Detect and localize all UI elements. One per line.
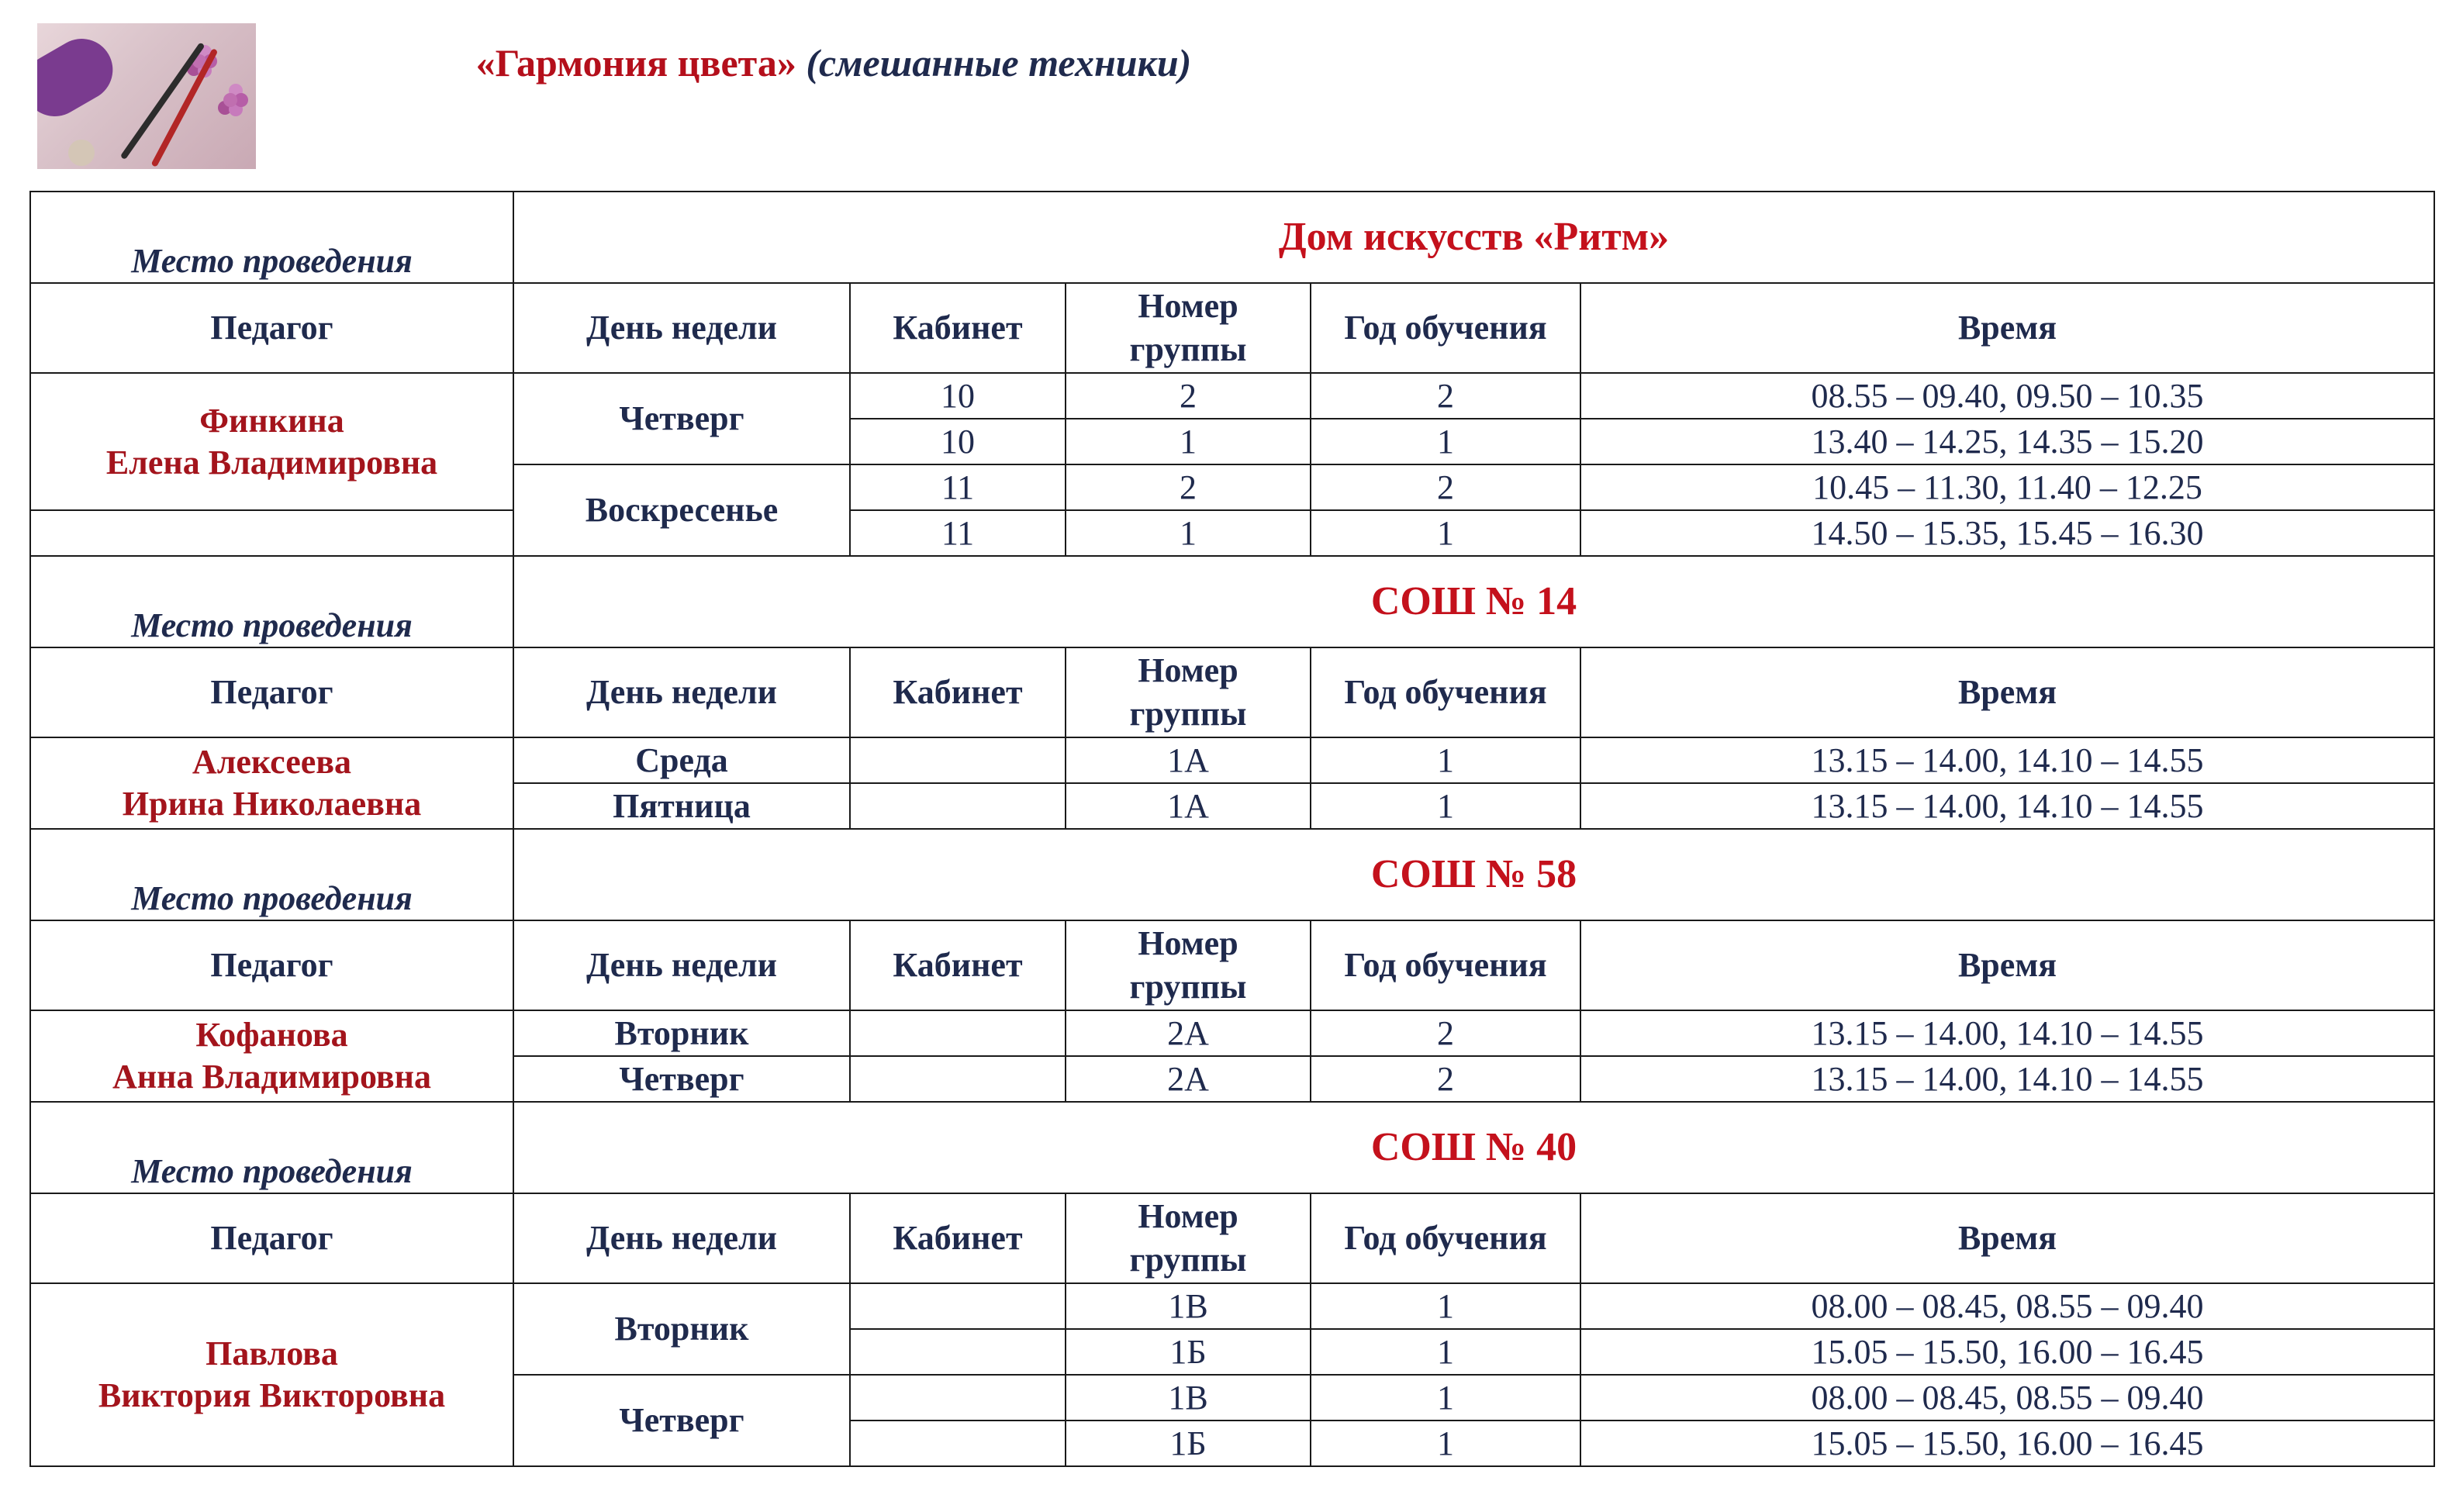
- header-year: Год обучения: [1311, 647, 1580, 737]
- venue-name: СОШ № 14: [513, 556, 2434, 647]
- header-teacher: Педагог: [30, 920, 513, 1010]
- header-day: День недели: [513, 1193, 850, 1283]
- column-header-row: [30, 283, 2434, 373]
- column-header-row: [30, 920, 2434, 1010]
- group-cell: 2А: [1066, 1056, 1311, 1102]
- page-title: [0, 40, 1667, 85]
- group-cell: 1А: [1066, 737, 1311, 783]
- day-cell: Четверг: [513, 1056, 850, 1102]
- header-teacher: Педагог: [30, 283, 513, 373]
- title-sub: (смешанные техники): [806, 41, 1192, 85]
- day-cell: Вторник: [513, 1010, 850, 1056]
- header-room: Кабинет: [850, 1193, 1066, 1283]
- title-main: «Гармония цвета»: [475, 41, 796, 85]
- table-row: [30, 1283, 2434, 1329]
- group-cell: 1А: [1066, 783, 1311, 829]
- day-cell: Пятница: [513, 783, 850, 829]
- header-year: Год обучения: [1311, 920, 1580, 1010]
- group-cell: 1В: [1066, 1283, 1311, 1329]
- year-cell: 1: [1311, 1329, 1580, 1375]
- header-time: Время: [1580, 1193, 2434, 1283]
- year-cell: 1: [1311, 1421, 1580, 1466]
- day-cell: Вторник: [513, 1283, 850, 1375]
- time-cell: 14.50 – 15.35, 15.45 – 16.30: [1580, 510, 2434, 556]
- header-room: Кабинет: [850, 920, 1066, 1010]
- year-cell: 1: [1311, 1375, 1580, 1421]
- room-cell: 10: [850, 373, 1066, 419]
- header-group: Номер группы: [1066, 647, 1311, 737]
- time-cell: 13.15 – 14.00, 14.10 – 14.55: [1580, 1010, 2434, 1056]
- section-header-row: [30, 192, 2434, 283]
- section-header-row: [30, 1102, 2434, 1193]
- time-cell: 08.00 – 08.45, 08.55 – 09.40: [1580, 1375, 2434, 1421]
- room-cell: 11: [850, 510, 1066, 556]
- time-cell: 13.15 – 14.00, 14.10 – 14.55: [1580, 783, 2434, 829]
- teacher-name: Финкина Елена Владимировна: [30, 373, 513, 510]
- header-day: День недели: [513, 283, 850, 373]
- room-cell: [850, 1056, 1066, 1102]
- column-header-row: [30, 647, 2434, 737]
- room-cell: [850, 1010, 1066, 1056]
- group-cell: 2: [1066, 464, 1311, 510]
- year-cell: 2: [1311, 1010, 1580, 1056]
- header-room: Кабинет: [850, 283, 1066, 373]
- header-group: Номер группы: [1066, 920, 1311, 1010]
- empty-teacher-cell: [30, 510, 513, 556]
- day-cell: Среда: [513, 737, 850, 783]
- place-label: Место проведения: [30, 829, 513, 920]
- teacher-name: Павлова Виктория Викторовна: [30, 1283, 513, 1466]
- header-time: Время: [1580, 283, 2434, 373]
- table-row: [30, 373, 2434, 419]
- header-time: Время: [1580, 647, 2434, 737]
- group-cell: 1В: [1066, 1375, 1311, 1421]
- group-cell: 2: [1066, 373, 1311, 419]
- year-cell: 2: [1311, 464, 1580, 510]
- header-group: Номер группы: [1066, 283, 1311, 373]
- header-day: День недели: [513, 647, 850, 737]
- section-header-row: [30, 556, 2434, 647]
- schedule-table: [29, 191, 2435, 1467]
- year-cell: 1: [1311, 1283, 1580, 1329]
- time-cell: 08.55 – 09.40, 09.50 – 10.35: [1580, 373, 2434, 419]
- paint-pot-icon: [68, 140, 95, 166]
- year-cell: 2: [1311, 373, 1580, 419]
- teacher-name: Алексеева Ирина Николаевна: [30, 737, 513, 829]
- day-cell: Воскресенье: [513, 464, 850, 556]
- table-row: [30, 1010, 2434, 1056]
- room-cell: [850, 1283, 1066, 1329]
- place-label: Место проведения: [30, 192, 513, 283]
- year-cell: 1: [1311, 419, 1580, 464]
- venue-name: СОШ № 58: [513, 829, 2434, 920]
- flower-icon: [223, 93, 237, 107]
- room-cell: [850, 737, 1066, 783]
- header-time: Время: [1580, 920, 2434, 1010]
- place-label: Место проведения: [30, 556, 513, 647]
- venue-name: СОШ № 40: [513, 1102, 2434, 1193]
- day-cell: Четверг: [513, 1375, 850, 1466]
- time-cell: 13.40 – 14.25, 14.35 – 15.20: [1580, 419, 2434, 464]
- time-cell: 15.05 – 15.50, 16.00 – 16.45: [1580, 1421, 2434, 1466]
- year-cell: 2: [1311, 1056, 1580, 1102]
- time-cell: 10.45 – 11.30, 11.40 – 12.25: [1580, 464, 2434, 510]
- year-cell: 1: [1311, 737, 1580, 783]
- year-cell: 1: [1311, 510, 1580, 556]
- group-cell: 2А: [1066, 1010, 1311, 1056]
- table-row: [30, 510, 2434, 556]
- venue-name: Дом искусств «Ритм»: [513, 192, 2434, 283]
- group-cell: 1Б: [1066, 1421, 1311, 1466]
- day-cell: Четверг: [513, 373, 850, 464]
- column-header-row: [30, 1193, 2434, 1283]
- room-cell: [850, 1375, 1066, 1421]
- time-cell: 13.15 – 14.00, 14.10 – 14.55: [1580, 1056, 2434, 1102]
- room-cell: [850, 1329, 1066, 1375]
- time-cell: 08.00 – 08.45, 08.55 – 09.40: [1580, 1283, 2434, 1329]
- header-group: Номер группы: [1066, 1193, 1311, 1283]
- room-cell: [850, 1421, 1066, 1466]
- section-header-row: [30, 829, 2434, 920]
- header-year: Год обучения: [1311, 1193, 1580, 1283]
- time-cell: 15.05 – 15.50, 16.00 – 16.45: [1580, 1329, 2434, 1375]
- header-teacher: Педагог: [30, 1193, 513, 1283]
- place-label: Место проведения: [30, 1102, 513, 1193]
- room-cell: 10: [850, 419, 1066, 464]
- group-cell: 1: [1066, 510, 1311, 556]
- group-cell: 1Б: [1066, 1329, 1311, 1375]
- room-cell: [850, 783, 1066, 829]
- room-cell: 11: [850, 464, 1066, 510]
- time-cell: 13.15 – 14.00, 14.10 – 14.55: [1580, 737, 2434, 783]
- year-cell: 1: [1311, 783, 1580, 829]
- header-year: Год обучения: [1311, 283, 1580, 373]
- header-teacher: Педагог: [30, 647, 513, 737]
- header-day: День недели: [513, 920, 850, 1010]
- group-cell: 1: [1066, 419, 1311, 464]
- teacher-name: Кофанова Анна Владимировна: [30, 1010, 513, 1102]
- table-row: [30, 737, 2434, 783]
- header-room: Кабинет: [850, 647, 1066, 737]
